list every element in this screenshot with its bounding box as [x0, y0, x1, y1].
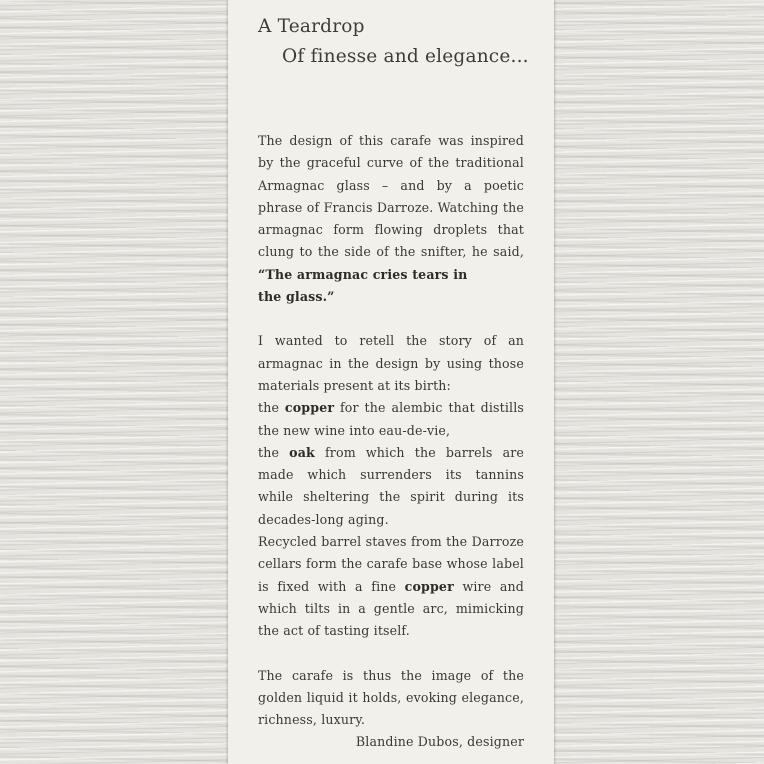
- text-line: for the alembic that distills: [334, 400, 524, 416]
- text-line: the armagnac form flowing droplets: [258, 199, 524, 238]
- copper-bold-2: copper: [404, 578, 454, 594]
- text-line: The design of this carafe was inspired: [258, 133, 524, 148]
- text-line: phrase of Francis Darroze. Watching: [258, 199, 499, 215]
- copper-bold: copper: [284, 400, 335, 416]
- quote-bold-end: the glass.”: [258, 289, 335, 305]
- text-card: [228, 0, 554, 764]
- body-text: [258, 130, 524, 731]
- text-line: Recycled barrel staves from the: [258, 534, 468, 550]
- paragraph-conclusion: [258, 665, 524, 732]
- quote-bold: “The armagnac cries tears in: [258, 266, 468, 282]
- text-line: The carafe is thus the image of the: [258, 667, 524, 683]
- designer-signature: Blandine Dubos, designer: [355, 734, 524, 749]
- text-line: elegance, richness, luxury.: [258, 689, 524, 728]
- text-line: from which the barrels are: [314, 444, 525, 460]
- text-line: he said,: [471, 244, 525, 260]
- text-line: by the graceful curve of the traditional: [258, 155, 524, 171]
- text-line: the new wine into eau-de-vie,: [258, 422, 451, 438]
- text-line: whose label is fixed with a fine: [258, 556, 524, 594]
- title-line-2: Of finesse and elegance...: [282, 46, 529, 67]
- paragraph-inspiration: [258, 130, 524, 308]
- text-line: mimicking the act of tasting itself.: [258, 600, 524, 639]
- text-line: materials present at its birth:: [258, 377, 451, 393]
- text-line: I wanted to retell the story of an: [258, 333, 524, 349]
- text-line: the: [258, 444, 290, 460]
- text-line: armagnac in the design by using those: [258, 355, 524, 371]
- paragraph-materials: [258, 330, 524, 642]
- text-line: while sheltering the spirit during its: [258, 489, 524, 505]
- title-line-1: A Teardrop: [258, 16, 365, 37]
- text-line: made which surrenders its tannins: [258, 467, 524, 483]
- text-line: wire and which tilts in a gentle arc,: [258, 578, 524, 616]
- text-line: the: [258, 400, 285, 416]
- text-line: Darroze cellars form the carafe base: [258, 534, 524, 572]
- oak-bold: oak: [289, 444, 315, 460]
- text-line: decades-long aging.: [258, 511, 389, 527]
- text-line: golden liquid it holds, evoking: [258, 689, 457, 705]
- text-line: that clung to the side of the snifter,: [258, 222, 524, 260]
- text-line: Armagnac glass – and by a poetic: [258, 177, 524, 193]
